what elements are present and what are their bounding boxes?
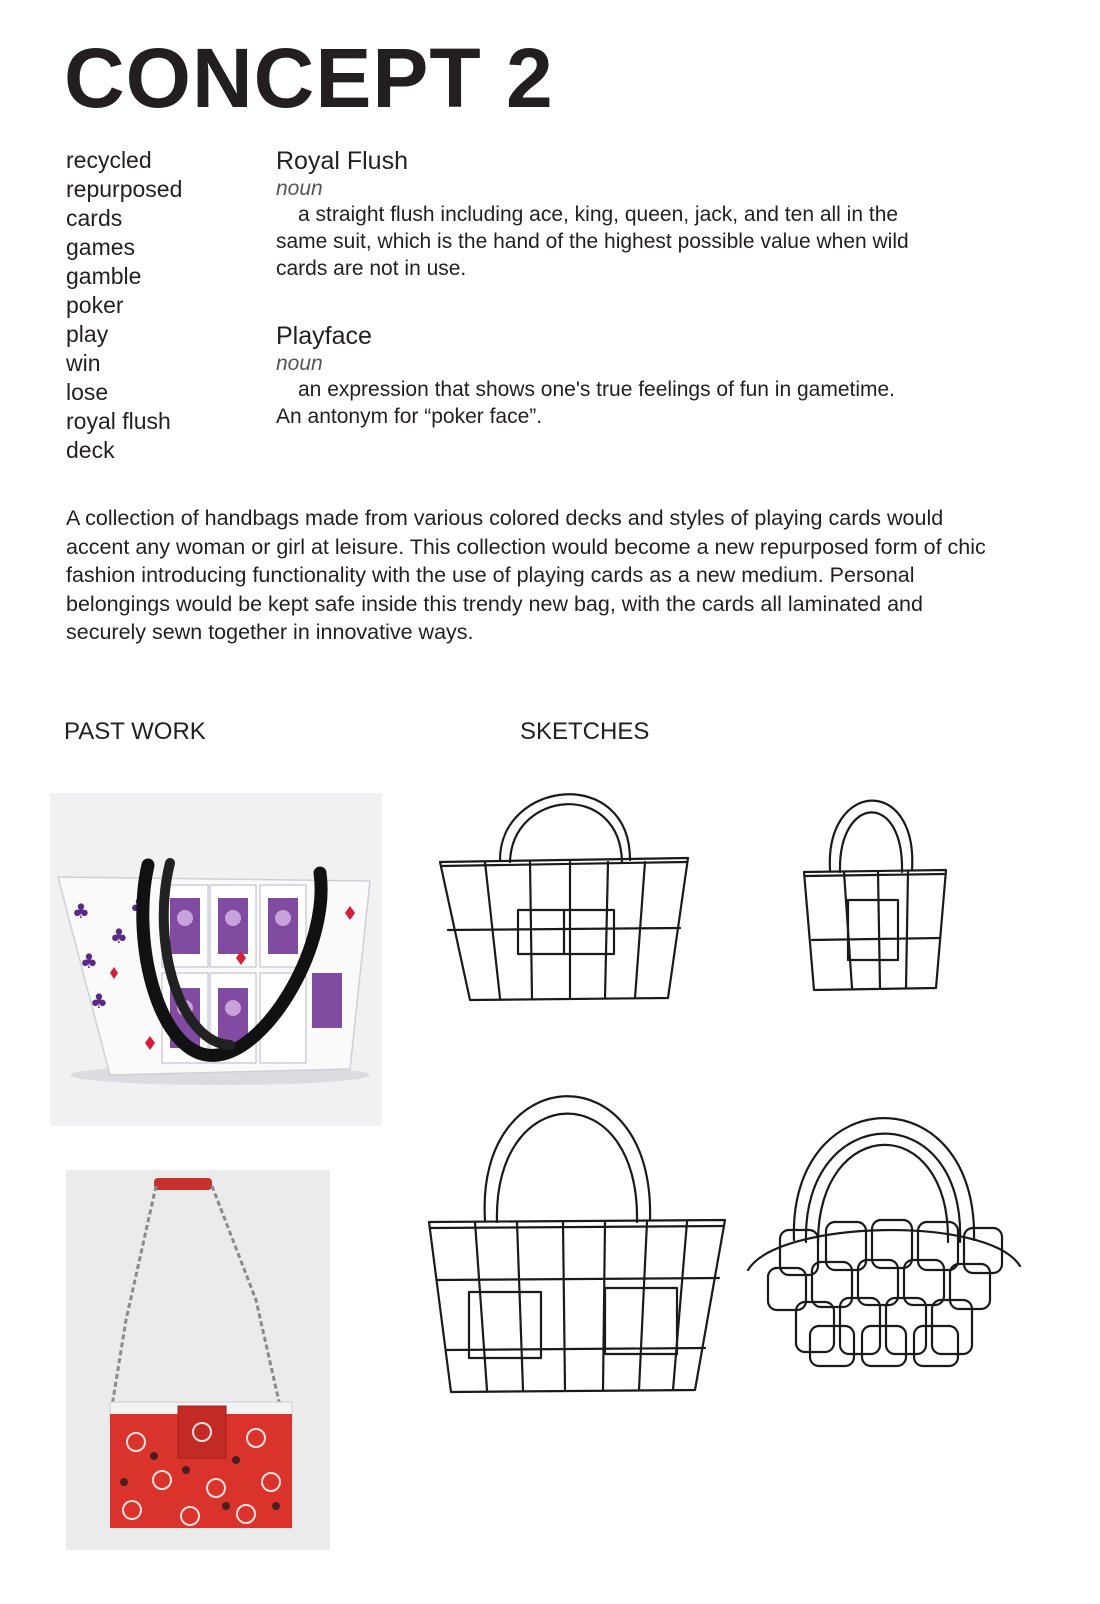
- card-tote-bag-photo: [50, 793, 382, 1126]
- past-work-heading: PAST WORK: [64, 718, 206, 745]
- definition-royal-flush: [276, 146, 916, 282]
- definition-text: an expression that shows one's true feelings of fun in gametime. An antonym for “poker face”.: [276, 378, 896, 428]
- keyword-list: [66, 146, 182, 465]
- keyword: gamble: [66, 263, 142, 289]
- svg-text:♣: ♣: [110, 924, 128, 948]
- svg-text:♣: ♣: [130, 894, 148, 918]
- svg-text:♣: ♣: [90, 989, 108, 1013]
- definition-playface: [276, 321, 916, 430]
- svg-text:♣: ♣: [80, 949, 98, 973]
- keyword: cards: [66, 205, 123, 231]
- svg-text:♣: ♣: [72, 899, 90, 923]
- sketch-small-tote: [800, 780, 960, 1010]
- keyword: repurposed: [66, 176, 183, 202]
- definition-text: a straight flush including ace, king, queen, jack, and ten all in the same suit, which is the hand of the highest possible value when wild cards are not in use.: [276, 203, 909, 280]
- keyword: poker: [66, 292, 124, 318]
- keyword: win: [66, 350, 101, 376]
- red-chain-bag-photo: [66, 1170, 330, 1550]
- sketch-large-tote: [425, 1070, 735, 1410]
- keyword: play: [66, 321, 109, 347]
- definition-term: Royal Flush: [276, 147, 408, 175]
- keyword: deck: [66, 437, 115, 463]
- concept-description: A collection of handbags made from various colored decks and styles of playing cards would accent any woman or girl at leisure. This collection would become a new repurposed form of chic fashion introducing functionality with the use of playing cards as a new medium. Personal belongings would be kept safe inside this trendy new bag, with the cards all laminated and securely sewn together in innovative ways.: [66, 506, 986, 644]
- sketches-heading: SKETCHES: [520, 718, 650, 745]
- page-title: CONCEPT 2: [64, 31, 554, 125]
- part-of-speech: noun: [276, 177, 323, 200]
- keyword: games: [66, 234, 136, 260]
- keyword: lose: [66, 379, 109, 405]
- keyword: royal flush: [66, 408, 171, 434]
- sketch-ruffle-bag: [738, 1090, 1028, 1380]
- sketch-wide-tote: [430, 770, 700, 1015]
- part-of-speech: noun: [276, 352, 323, 375]
- definition-term: Playface: [276, 322, 372, 350]
- keyword: recycled: [66, 147, 152, 173]
